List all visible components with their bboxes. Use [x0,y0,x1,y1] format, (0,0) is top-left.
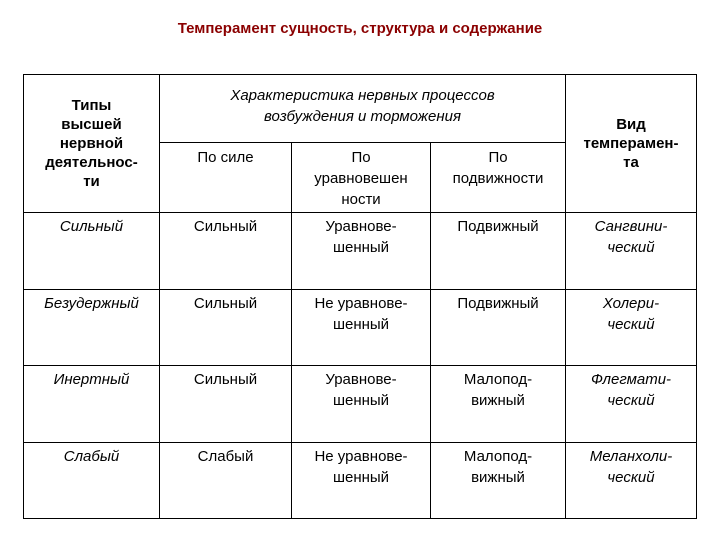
header-kind-line: та [623,154,639,172]
header-by-strength [160,143,292,213]
cell-line: Флегмати- [590,371,672,389]
cell-mobility [431,213,566,289]
header-group-line: Характеристика нервных процессов [230,87,495,104]
cell-line: Не уравнове- [314,294,408,312]
table-header-row [24,75,697,143]
header-types-line: нервной [59,135,124,153]
header-kind-line: темперамен- [583,135,679,153]
header-types-line: ти [83,173,100,191]
cell-line: ческий [607,315,655,333]
cell-line: Безудержный [44,294,139,312]
cell-mobility [431,289,566,365]
header-mobility-line: По [488,149,508,167]
cell-balance [292,442,431,518]
cell-line: Не уравнове- [314,447,408,465]
cell-line: Малопод- [463,371,533,389]
cell-line: Подвижный [457,218,539,236]
cell-line: ческий [607,239,655,257]
header-by-mobility [431,143,566,213]
header-balance-line: уравновешен [314,170,408,188]
cell-kind [566,366,697,442]
cell-strength [160,213,292,289]
page-title: Темперамент сущность, структура и содержание [177,20,543,37]
cell-type [24,442,160,518]
cell-balance [292,366,431,442]
cell-line: Уравнове- [325,218,397,236]
header-balance-line: ности [341,191,381,209]
cell-line: Сангвини- [594,218,668,236]
cell-line: Холери- [602,294,660,312]
header-kind-line: Вид [616,116,646,134]
cell-line: шенный [332,239,390,257]
cell-strength [160,366,292,442]
header-mobility-line: подвижности [452,170,544,188]
cell-line: ческий [607,468,655,486]
cell-kind [566,213,697,289]
cell-line: шенный [332,315,390,333]
cell-line: Уравнове- [325,371,397,389]
cell-line: Сильный [59,218,124,236]
temperament-table [23,74,697,519]
cell-line: вижный [471,468,525,486]
cell-type [24,213,160,289]
header-types-line: высшей [61,116,122,134]
cell-strength [160,289,292,365]
table-row [24,366,697,442]
cell-line: Инертный [53,371,130,389]
cell-balance [292,213,431,289]
cell-line: Сильный [193,294,258,312]
cell-line: шенный [332,392,390,410]
cell-line: Сильный [193,371,258,389]
cell-line: ческий [607,392,655,410]
cell-balance [292,289,431,365]
header-nervous-processes [160,75,566,143]
header-group-line: возбуждения и торможения [264,108,461,125]
header-temperament-kind [566,75,697,213]
header-balance-line: По [351,149,371,167]
cell-kind [566,289,697,365]
cell-line: Сильный [193,218,258,236]
cell-line: Слабый [63,447,120,465]
cell-line: вижный [471,392,525,410]
cell-line: Слабый [197,447,254,465]
header-types-line: деятельнос- [45,154,138,172]
cell-line: шенный [332,468,390,486]
cell-kind [566,442,697,518]
table-row [24,289,697,365]
cell-type [24,289,160,365]
cell-line: Малопод- [463,447,533,465]
table-row [24,442,697,518]
cell-mobility [431,442,566,518]
cell-line: Меланхоли- [589,447,673,465]
table-row [24,213,697,289]
header-by-balance [292,143,431,213]
header-types-line: Типы [71,97,112,115]
cell-line: Подвижный [457,294,539,312]
cell-mobility [431,366,566,442]
cell-strength [160,442,292,518]
cell-type [24,366,160,442]
header-nervous-activity-types [24,75,160,213]
header-strength-line: По силе [197,149,254,167]
